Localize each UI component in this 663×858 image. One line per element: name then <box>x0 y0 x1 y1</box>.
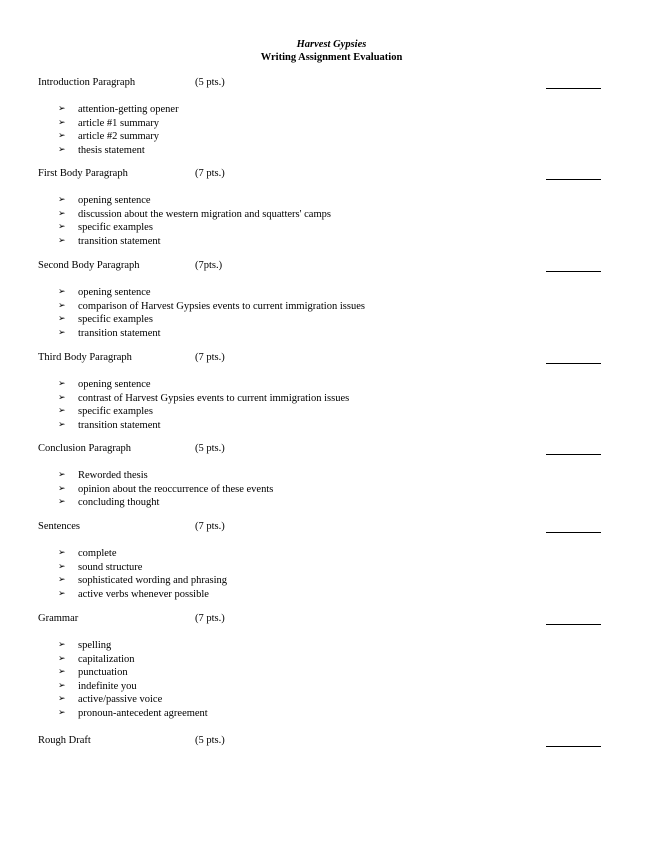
arrow-bullet-icon: ➢ <box>58 653 66 664</box>
score-blank-line[interactable] <box>546 271 601 272</box>
section-points: (7 pts.) <box>195 168 225 179</box>
criteria-text: sound structure <box>78 561 143 573</box>
score-blank-line[interactable] <box>546 454 601 455</box>
score-blank-line[interactable] <box>546 363 601 364</box>
criteria-text: transition statement <box>78 419 161 431</box>
arrow-bullet-icon: ➢ <box>58 497 66 507</box>
arrow-bullet-icon: ➢ <box>58 470 66 480</box>
section-conclusion-paragraph <box>0 443 663 508</box>
criteria-text: sophisticated wording and phrasing <box>78 575 228 586</box>
criteria-text: article #1 summary <box>78 117 160 129</box>
section-second-body-paragraph <box>0 260 663 339</box>
arrow-bullet-icon: ➢ <box>58 222 66 232</box>
arrow-bullet-icon: ➢ <box>58 117 66 128</box>
section-introduction-paragraph <box>0 77 663 156</box>
section-header <box>0 260 663 274</box>
section-sentences <box>0 521 663 600</box>
criteria-text: comparison of Harvest Gypsies events to current immigration issues <box>78 300 365 312</box>
score-blank-line[interactable] <box>546 624 601 625</box>
criteria-text: active verbs whenever possible <box>78 588 209 600</box>
arrow-bullet-icon: ➢ <box>58 104 66 114</box>
section-name: Conclusion Paragraph <box>38 443 132 454</box>
criteria-text: pronoun-antecedent agreement <box>78 707 208 719</box>
arrow-bullet-icon: ➢ <box>58 406 66 416</box>
criteria-text: Reworded thesis <box>78 470 148 481</box>
criteria-text: article #2 summary <box>78 131 160 142</box>
section-name: Second Body Paragraph <box>38 260 140 271</box>
section-header <box>0 168 663 182</box>
section-points: (5 pts.) <box>195 443 225 454</box>
arrow-bullet-icon: ➢ <box>58 667 66 677</box>
section-name: Third Body Paragraph <box>38 352 132 363</box>
criteria-text: indefinite you <box>78 680 137 692</box>
document-title: Harvest Gypsies <box>296 39 367 50</box>
section-name: First Body Paragraph <box>38 168 128 179</box>
document-subtitle: Writing Assignment Evaluation <box>260 52 403 63</box>
criteria-text: contrast of Harvest Gypsies events to current immigration issues <box>78 392 350 404</box>
arrow-bullet-icon: ➢ <box>58 575 66 585</box>
arrow-bullet-icon: ➢ <box>58 287 66 297</box>
section-points: (7 pts.) <box>195 613 225 624</box>
criteria-text: opening sentence <box>78 287 151 298</box>
arrow-bullet-icon: ➢ <box>58 640 66 650</box>
criteria-text: spelling <box>78 640 112 651</box>
criteria-text: specific examples <box>78 406 153 417</box>
arrow-bullet-icon: ➢ <box>58 131 66 141</box>
section-header <box>0 443 663 457</box>
criteria-text: discussion about the western migration and squatters' camps <box>78 208 331 220</box>
criteria-text: complete <box>78 548 117 559</box>
arrow-bullet-icon: ➢ <box>58 235 66 246</box>
section-name: Introduction Paragraph <box>38 77 136 88</box>
arrow-bullet-icon: ➢ <box>58 483 66 494</box>
score-blank-line[interactable] <box>546 179 601 180</box>
section-name: Grammar <box>38 613 79 624</box>
score-blank-line[interactable] <box>546 88 601 89</box>
criteria-text: opinion about the reoccurrence of these events <box>78 483 274 495</box>
section-grammar <box>0 613 663 719</box>
arrow-bullet-icon: ➢ <box>58 694 66 704</box>
criteria-text: concluding thought <box>78 497 160 508</box>
criteria-text: attention-getting opener <box>78 104 179 115</box>
arrow-bullet-icon: ➢ <box>58 195 66 205</box>
section-points: (7 pts.) <box>195 521 225 532</box>
section-name: Sentences <box>38 521 80 532</box>
section-header <box>0 77 663 91</box>
criteria-text: thesis statement <box>78 144 145 156</box>
criteria-text: transition statement <box>78 327 161 339</box>
arrow-bullet-icon: ➢ <box>58 392 66 403</box>
criteria-text: capitalization <box>78 653 135 665</box>
section-first-body-paragraph <box>0 168 663 247</box>
arrow-bullet-icon: ➢ <box>58 680 66 691</box>
arrow-bullet-icon: ➢ <box>58 314 66 324</box>
section-name: Rough Draft <box>38 735 91 746</box>
criteria-text: active/passive voice <box>78 694 163 705</box>
criteria-text: opening sentence <box>78 379 151 390</box>
section-header <box>0 613 663 627</box>
section-header <box>0 521 663 535</box>
section-points: (7 pts.) <box>195 352 225 363</box>
arrow-bullet-icon: ➢ <box>58 707 66 718</box>
section-header <box>0 352 663 366</box>
arrow-bullet-icon: ➢ <box>58 208 66 219</box>
arrow-bullet-icon: ➢ <box>58 300 66 311</box>
arrow-bullet-icon: ➢ <box>58 419 66 430</box>
arrow-bullet-icon: ➢ <box>58 588 66 599</box>
arrow-bullet-icon: ➢ <box>58 561 66 572</box>
arrow-bullet-icon: ➢ <box>58 379 66 389</box>
criteria-text: specific examples <box>78 314 153 325</box>
arrow-bullet-icon: ➢ <box>58 144 66 155</box>
criteria-text: specific examples <box>78 222 153 233</box>
criteria-text: punctuation <box>78 667 128 678</box>
section-points: (5 pts.) <box>195 735 225 746</box>
score-blank-line[interactable] <box>546 746 601 747</box>
section-points: (5 pts.) <box>195 77 225 88</box>
arrow-bullet-icon: ➢ <box>58 327 66 338</box>
score-blank-line[interactable] <box>546 532 601 533</box>
section-third-body-paragraph <box>0 352 663 431</box>
criteria-text: transition statement <box>78 235 161 247</box>
arrow-bullet-icon: ➢ <box>58 548 66 558</box>
section-header <box>0 735 663 749</box>
criteria-text: opening sentence <box>78 195 151 206</box>
section-points: (7pts.) <box>195 260 223 271</box>
section-rough-draft <box>0 735 663 749</box>
